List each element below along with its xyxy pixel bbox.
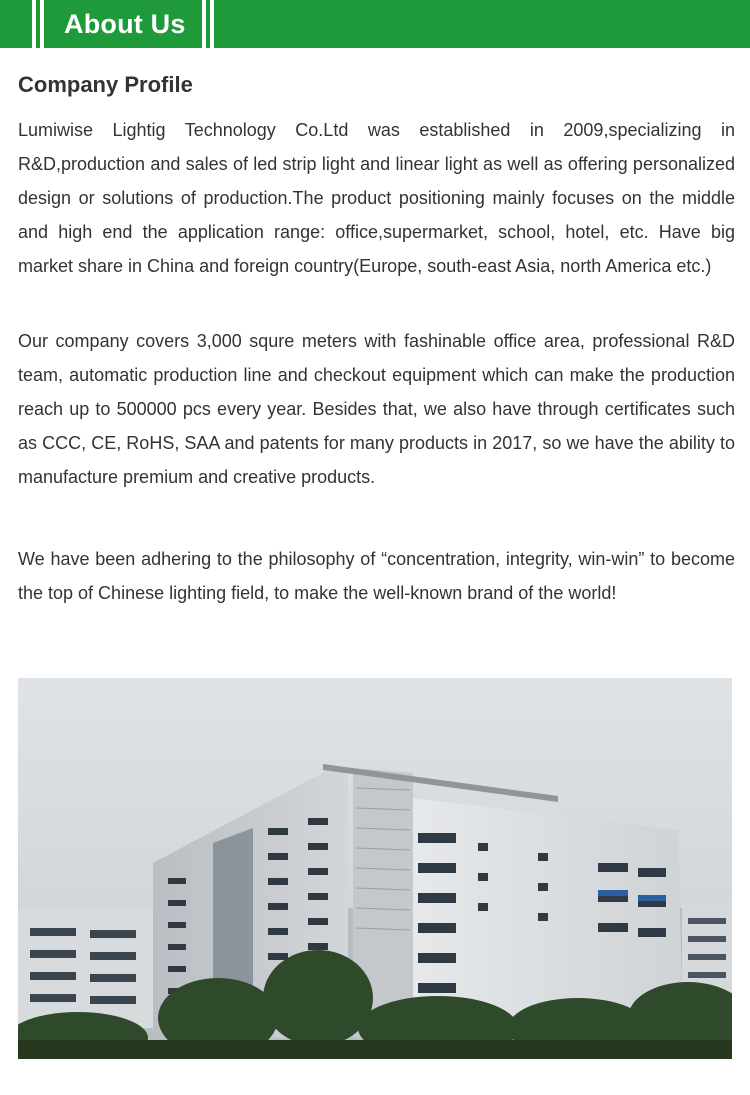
banner-stripe <box>32 0 36 48</box>
banner-stripe <box>210 0 214 48</box>
left-building <box>18 908 158 1028</box>
company-building-photo <box>18 678 732 1059</box>
profile-paragraph-1: Lumiwise Lightig Technology Co.Ltd was established in 2009,specializing in R&D,production and sales of led strip light and linear light as well as offering personalized design or solutions of production.The product positioning mainly focuses on the middle and high end the application range: office,supermarket, school, hotel, etc. Have big market share in China and foreign country(Europe, south-east Asia, north America etc.) <box>18 120 735 276</box>
profile-paragraph-2: Our company covers 3,000 squre meters with fashinable office area, professional R&D team, automatic production line and checkout equipment which can make the production reach up to 500000 pcs every year. Besides that, we also have through certificates such as CCC, CE, RoHS, SAA and patents for many products in 2017, so we have the ability to manufacture premium and creative products. <box>18 331 735 487</box>
profile-paragraph-3: We have been adhering to the philosophy of “concentration, integrity, win-win” to become the top of Chinese lighting field, to make the well-known brand of the world! <box>18 549 735 603</box>
section-heading: Company Profile <box>18 72 193 97</box>
banner-title: About Us <box>64 9 186 39</box>
banner-stripe <box>202 0 206 48</box>
banner-stripe <box>40 0 44 48</box>
about-us-banner <box>0 0 750 48</box>
